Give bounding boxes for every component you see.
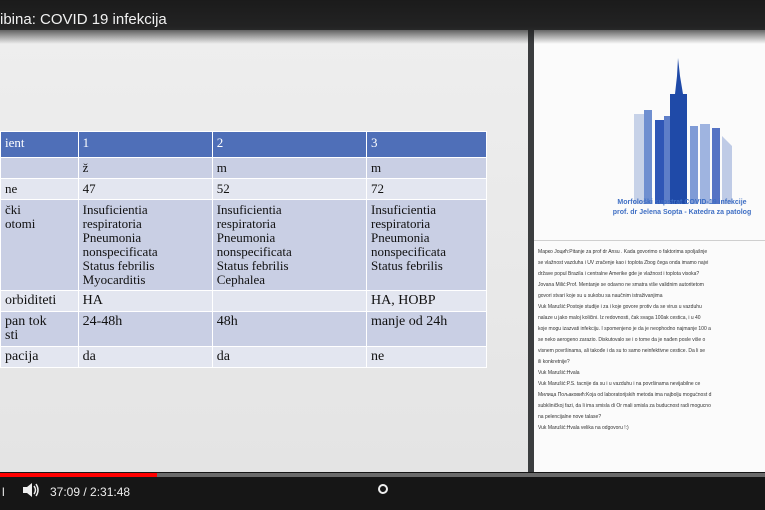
cell-line: otomi — [5, 216, 36, 231]
table-cell — [366, 179, 486, 200]
table-row — [1, 347, 487, 368]
cell-line: Cephalea — [216, 272, 266, 287]
table-cell — [212, 312, 366, 347]
settings-icon[interactable] — [377, 482, 389, 498]
chat-message: govori stvari koje su u sukobu sa naučnim istraživanjima — [538, 293, 663, 299]
table-cell — [1, 200, 79, 291]
table-cell — [366, 312, 486, 347]
cell-line: da — [216, 349, 230, 364]
cell-line: da — [82, 349, 96, 364]
cell-line — [217, 294, 362, 308]
cell-line: Myocarditis — [82, 272, 146, 287]
table-row — [1, 200, 487, 291]
table-cell — [1, 158, 79, 179]
cell-line: Status febrilis — [370, 258, 443, 273]
side-title-line2: prof. dr Jelena Sopta - Katedra za patolog — [612, 209, 752, 216]
cell-line: Pneumonia — [370, 230, 430, 245]
cell-line: m — [216, 160, 227, 175]
progress-fill — [0, 473, 157, 477]
cell-line: 72 — [370, 181, 384, 196]
skyline-logo — [630, 54, 740, 204]
cell-line: sti — [5, 328, 19, 343]
cell-line: 52 — [216, 181, 230, 196]
cell-line: manje od 24h — [370, 314, 448, 329]
cell-line: nonspecificata — [82, 244, 158, 259]
header-cell: ient — [1, 132, 79, 158]
side-divider — [534, 240, 765, 241]
table-row — [1, 291, 487, 312]
time-separator: / — [80, 485, 91, 499]
chat-message: Vuk Marušić:P.S. tacnije da su i u vazduhu i na površinama nevijabilne ce — [538, 381, 701, 387]
cell-line: pacija — [5, 349, 39, 364]
player-controls — [0, 472, 765, 510]
table-cell — [366, 291, 486, 312]
table-cell — [212, 347, 366, 368]
chat-message: Милица Пољаковић:Koja od laboratorijskih metoda ima najbolju mogućnost d — [538, 392, 712, 398]
header-cell: 2 — [212, 132, 366, 158]
cell-line: Insuficientia — [370, 202, 436, 217]
chat-log — [538, 248, 765, 435]
cell-line: m — [370, 160, 382, 175]
chat-message: Марко Јоцић:Pitanje za prof dr Ansu . Kada govorimo o faktorima spoljašnje — [538, 249, 708, 255]
table-cell — [212, 179, 366, 200]
time-total: 2:31:48 — [90, 485, 131, 499]
table-cell — [212, 291, 366, 312]
chat-message: visnem površinama, ali takođe i da su to samo neinfektivne cestice. Da li se — [538, 348, 706, 354]
chat-message: subkliničkoj fazi, da li ima smisla di Or mali smisla za buducnost radi mogucno — [538, 403, 711, 409]
cell-line: respiratoria — [82, 216, 142, 231]
chat-message: ili konkretnije? — [538, 359, 570, 365]
table-cell — [212, 200, 366, 291]
cell-line: orbiditeti — [5, 293, 57, 308]
table-cell — [78, 312, 212, 347]
cell-line: Status febrilis — [216, 258, 289, 273]
cell-line: HA — [82, 293, 103, 308]
cell-line: Insuficientia — [82, 202, 148, 217]
cell-line: respiratoria — [216, 216, 276, 231]
presentation-slide — [0, 30, 528, 472]
cell-line: HA, HOBP — [370, 293, 436, 308]
video-title[interactable]: ibina: COVID 19 infekcija — [0, 11, 167, 28]
chat-message: nalaze u jako maloj količini. Iz redovnosti, čak svaga 100ak cestica, i u 40 — [538, 315, 701, 321]
cell-line: respiratoria — [370, 216, 431, 231]
cell-line: čki — [5, 202, 21, 217]
chat-message: Vuk Marušić:Postoje studije i za i koje govore protiv da se virus u vazduhu — [538, 304, 702, 310]
side-panel — [534, 30, 765, 472]
cell-line — [5, 161, 74, 175]
table-cell — [366, 200, 486, 291]
play-icon[interactable]: l — [2, 485, 5, 499]
chat-message: Vuk Marušić:Hvala — [538, 370, 580, 376]
table-cell — [212, 158, 366, 179]
table-cell — [1, 347, 79, 368]
chat-message: se vlažnost vazduha i UV zračenje kao i toplota Zbog čega onda imamo najvi — [538, 260, 709, 266]
side-title — [592, 198, 765, 218]
patient-table — [0, 131, 487, 368]
cell-line: Insuficientia — [216, 202, 282, 217]
chat-message: na pelencijalne nove talase? — [538, 414, 602, 420]
table-cell — [1, 179, 79, 200]
table-header-row — [1, 132, 487, 158]
chat-message: države popul Brazila i centralne Amerike gde je vlažnost i toplota visoka? — [538, 271, 700, 277]
cell-line: Pneumonia — [216, 230, 276, 245]
time-current: 37:09 — [50, 485, 81, 499]
table-cell — [78, 179, 212, 200]
cell-line: ne — [5, 181, 18, 196]
table-cell — [1, 291, 79, 312]
volume-icon[interactable] — [22, 482, 40, 501]
cell-line: nonspecificata — [370, 244, 447, 259]
table-row — [1, 312, 487, 347]
cell-line: Pneumonia — [82, 230, 142, 245]
chat-message: Vuk Marušić:Hvala velika na odgovoru !:) — [538, 425, 629, 431]
cell-line: ž — [82, 160, 89, 175]
title-overlay — [0, 0, 765, 44]
table-cell — [78, 200, 212, 291]
cell-line: nonspecificata — [216, 244, 292, 259]
chat-message: koje mogu izazvati infekciju. I spomenjeno je da je neophodno najmanje 100 a — [538, 326, 711, 332]
table-cell — [78, 347, 212, 368]
chat-message: Jovana Milić:Prof. Mentanje se odavno ne smatra više validnim autoritetom — [538, 282, 704, 288]
table-cell — [78, 158, 212, 179]
chat-message: se neko aerogeno zarazio. Diskutovalo se i o tome da je nađen posle više o — [538, 337, 706, 343]
cell-line: 48h — [216, 314, 238, 329]
table-cell — [1, 312, 79, 347]
cell-line: pan tok — [5, 314, 47, 329]
cell-line: Status febrilis — [82, 258, 155, 273]
table-cell — [366, 347, 486, 368]
cell-line: 24-48h — [82, 314, 123, 329]
table-row — [1, 158, 487, 179]
table-cell — [78, 291, 212, 312]
cell-line: 47 — [82, 181, 96, 196]
side-title-line1: Morfološki supstrat COVID-19 infekcije — [617, 199, 747, 206]
time-display — [50, 485, 130, 499]
table-cell — [366, 158, 486, 179]
table-row — [1, 179, 487, 200]
header-cell: 1 — [78, 132, 212, 158]
cell-line: ne — [370, 349, 385, 364]
header-cell: 3 — [366, 132, 486, 158]
